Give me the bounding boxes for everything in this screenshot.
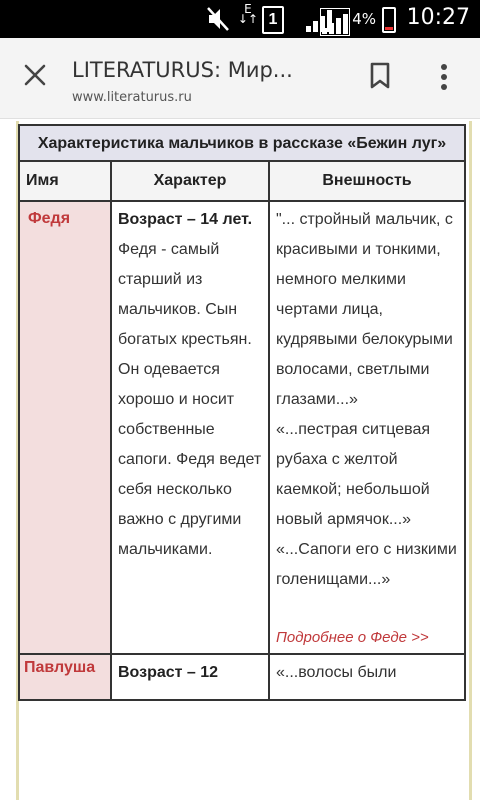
appearance-quote: "... стройный мальчик, с красивыми и тонкими, немного мелкими чертами лица, кудрявыми белокурыми волосами, светлыми глазами...» [276, 211, 453, 408]
more-about-link[interactable]: Подробнее о Феде >> [276, 629, 429, 646]
mobile-data-icon: E ↓↑ [237, 2, 258, 26]
battery-percent: 4% [352, 10, 376, 28]
boy-age: Возраст – 14 лет. [118, 211, 253, 228]
boy-age: Возраст – 12 [118, 664, 219, 681]
battery-icon [382, 7, 396, 33]
boy-name: Федя [28, 210, 71, 227]
header-appearance: Внешность [269, 161, 465, 201]
appearance-quote: «...волосы были [276, 664, 397, 681]
mute-icon [206, 6, 230, 32]
more-options-icon[interactable] [440, 64, 448, 90]
close-icon[interactable] [22, 62, 48, 88]
appearance-quote: «...пестрая ситцевая рубаха с желтой каемкой; небольшой новый армячок...» [276, 421, 431, 528]
table-row [19, 201, 465, 654]
sim-slot-icon: 1 [262, 6, 284, 34]
page-url: www.literaturus.ru [72, 90, 192, 105]
signal-strength-2-icon [320, 8, 350, 36]
browser-toolbar [0, 38, 480, 119]
clock: 10:27 [406, 5, 470, 30]
table-row [19, 654, 465, 700]
header-character: Характер [111, 161, 269, 201]
status-bar [0, 0, 480, 38]
boy-name: Павлуша [24, 659, 96, 676]
web-content [0, 119, 480, 800]
boy-character: Федя - самый старший из мальчиков. Сын богатых крестьян. Он одевается хорошо и носит собственные сапоги. Федя ведет себя несколько важно с другими мальчиками. [118, 241, 262, 558]
header-name: Имя [19, 161, 111, 201]
page-title: LITERATURUS: Мир... [72, 58, 293, 82]
characters-table [18, 124, 466, 701]
bookmark-icon[interactable] [369, 62, 391, 90]
appearance-quote: «...Сапоги его с низкими голенищами...» [276, 541, 457, 588]
table-caption: Характеристика мальчиков в рассказе «Бежин луг» [19, 125, 465, 161]
